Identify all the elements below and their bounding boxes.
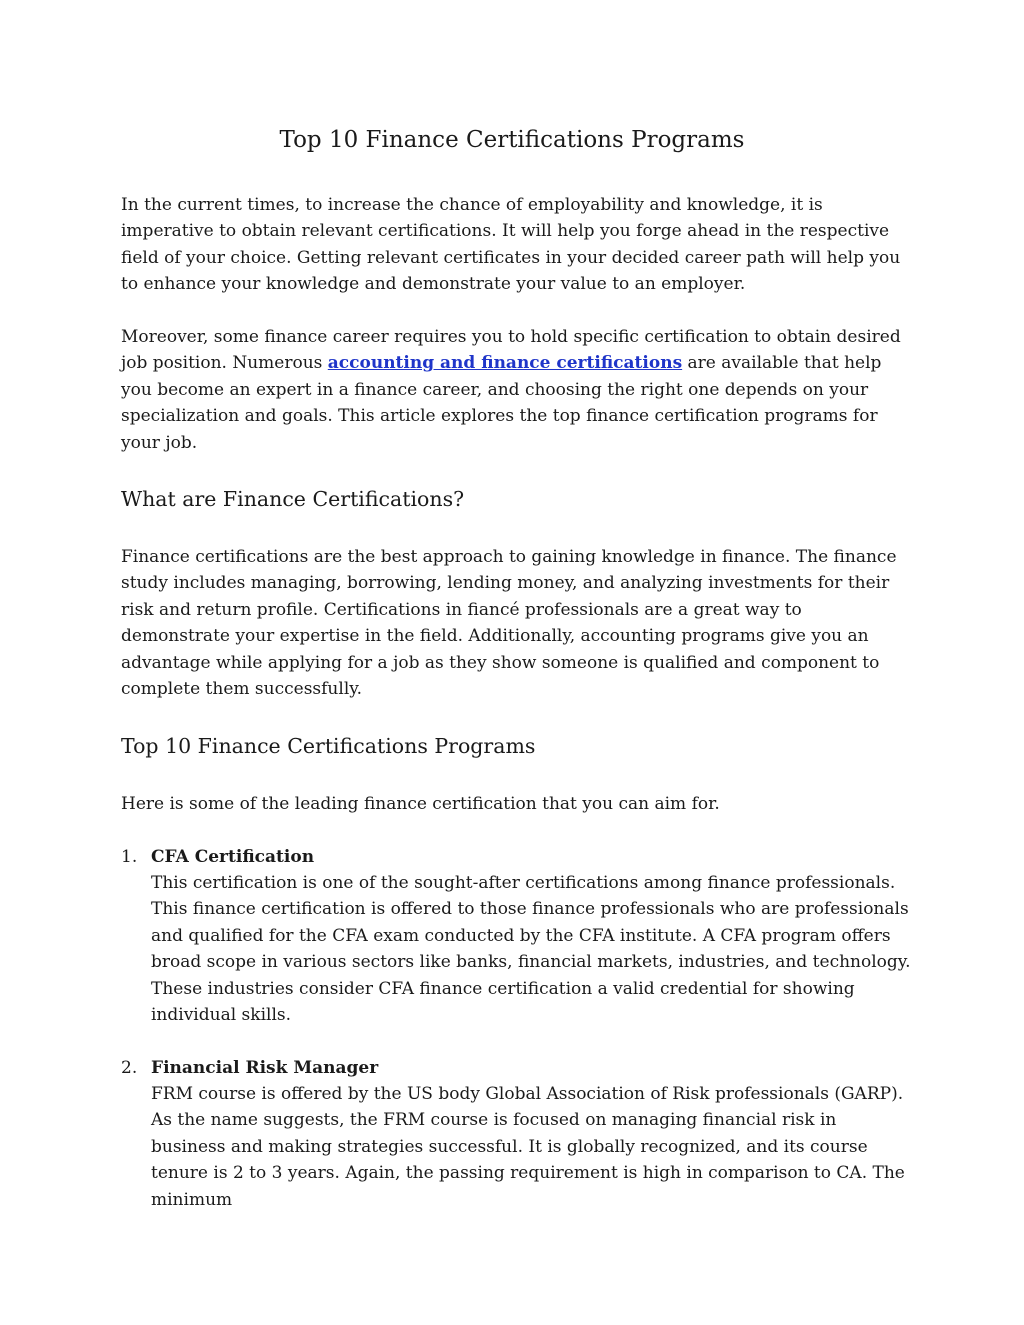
document-title: Top 10 Finance Certifications Programs	[279, 127, 745, 153]
section-heading-what: What are Finance Certifications?	[121, 487, 465, 511]
section-top10-paragraph: Here is some of the leading finance certification that you can aim for.	[121, 794, 720, 814]
section-what-paragraph: Finance certifications are the best approach to gaining knowledge in finance. The finance study includes managing, borrowing, lending money, and analyzing investments for their risk and return profile. Certifications in fiancé professionals are a great way to demonstrate your expertise in the field. Additionally, accounting programs give you an advantage while applying for a job as they show someone is qualified and component to complete them successfully.	[121, 547, 897, 700]
list-item-body: This certification is one of the sought-after certifications among finance professionals. This finance certification is offered to those finance professionals who are professionals and qualified for the CFA exam conducted by the CFA institute. A CFA program offers broad scope in various sectors like banks, financial markets, industries, and technology. These industries consider CFA finance certification a valid credential for showing individual skills.	[151, 873, 911, 1026]
list-item-number: 2.	[121, 1058, 138, 1078]
list-item-body: FRM course is offered by the US body Global Association of Risk professionals (GARP). As the name suggests, the FRM course is focused on managing financial risk in business and making strategies successful. It is globally recognized, and its course tenure is 2 to 3 years. Again, the passing requirement is high in comparison to CA. The minimum	[151, 1084, 905, 1210]
list-item-title: CFA Certification	[151, 847, 315, 867]
list-item-title: Financial Risk Manager	[151, 1058, 379, 1078]
second-paragraph-start: Moreover, some finance career requires you to hold specific certification to obtain desired job position. Numerous	[121, 327, 901, 374]
accounting-finance-certifications-link[interactable]: accounting and finance certifications	[327, 353, 683, 374]
second-paragraph	[121, 324, 911, 456]
list-item-number: 1.	[121, 847, 138, 867]
second-paragraph-end: are available that help you become an expert in a finance career, and choosing the right one depends on your specialization and goals. This article explores the top finance certification programs for your job.	[121, 353, 882, 453]
intro-paragraph: In the current times, to increase the chance of employability and knowledge, it is imperative to obtain relevant certifications. It will help you forge ahead in the respective field of your choice. Getting relevant certificates in your decided career path will help you to enhance your knowledge and demonstrate your value to an employer.	[121, 195, 901, 295]
section-heading-top10: Top 10 Finance Certifications Programs	[121, 734, 536, 758]
